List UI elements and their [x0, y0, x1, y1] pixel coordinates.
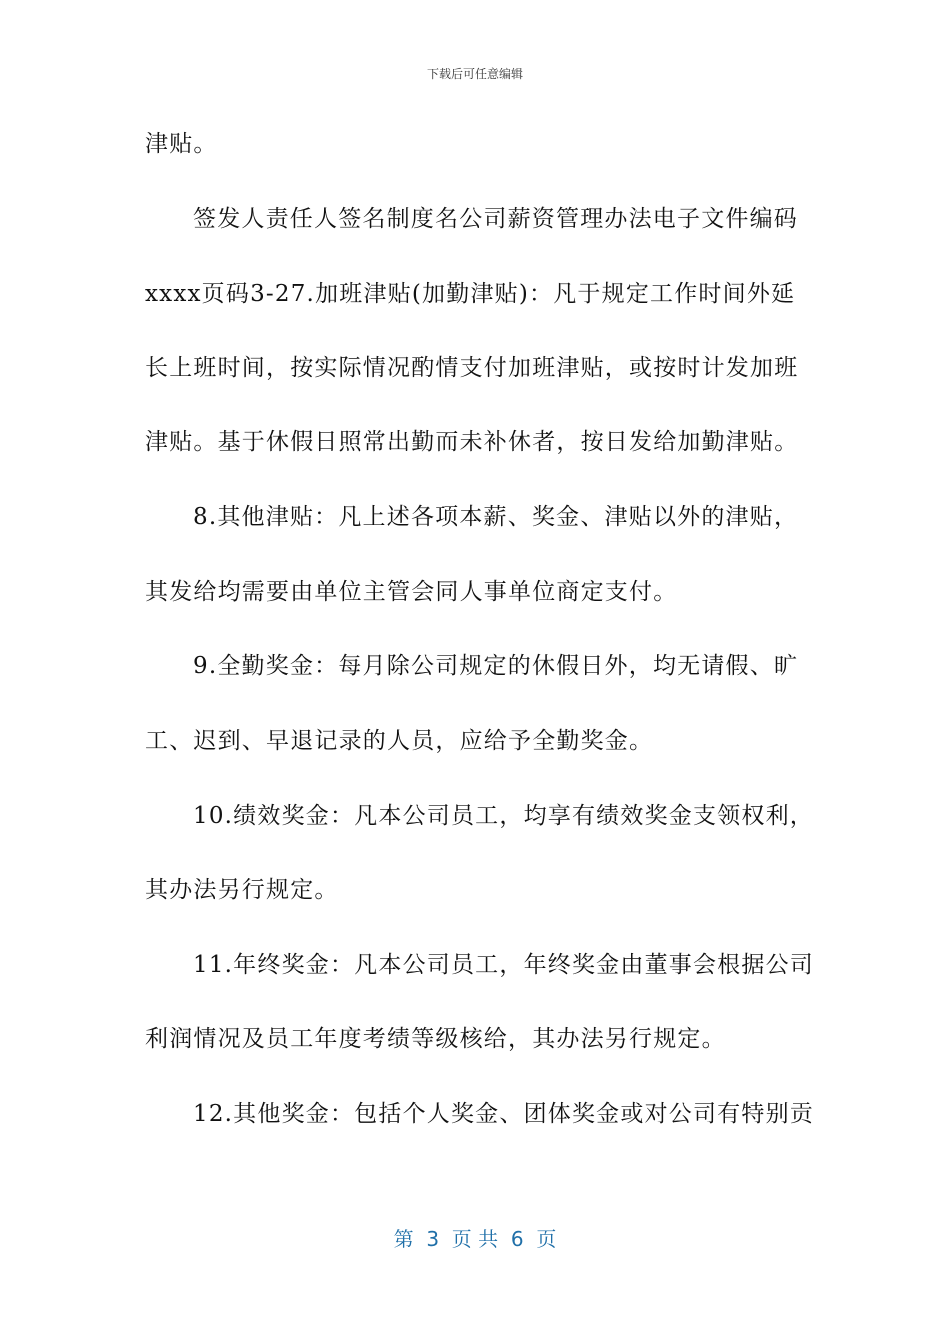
text-line: 10.绩效奖金：凡本公司员工，均享有绩效奖金支领权利， [193, 803, 814, 829]
text-line: 工、迟到、早退记录的人员，应给予全勤奖金。 [145, 728, 654, 754]
text-line: 利润情况及员工年度考绩等级核给，其办法另行规定。 [145, 1026, 726, 1052]
text-line: 12.其他奖金：包括个人奖金、团体奖金或对公司有特别贡 [193, 1101, 814, 1127]
page-header: 下载后可任意编辑 [426, 67, 523, 81]
text-line: 津贴。基于休假日照常出勤而未补休者，按日发给加勤津贴。 [145, 429, 799, 455]
text-line: 其办法另行规定。 [145, 877, 339, 903]
text-line: 津贴。 [145, 131, 218, 157]
text-line: 8.其他津贴：凡上述各项本薪、奖金、津贴以外的津贴， [193, 504, 799, 530]
text-line: xxxx页码3-27.加班津贴(加勤津贴)：凡于规定工作时间外延 [145, 281, 796, 307]
page-number-footer: 第 3 页 共 6 页 [393, 1227, 557, 1251]
text-line: 签发人责任人签名制度名公司薪资管理办法电子文件编码 [193, 206, 798, 232]
text-line: 11.年终奖金：凡本公司员工，年终奖金由董事会根据公司 [193, 952, 814, 978]
text-line: 其发给均需要由单位主管会同人事单位商定支付。 [145, 579, 678, 605]
text-line: 长上班时间，按实际情况酌情支付加班津贴，或按时计发加班 [145, 355, 799, 381]
text-line: 9.全勤奖金：每月除公司规定的休假日外，均无请假、旷 [193, 653, 799, 679]
